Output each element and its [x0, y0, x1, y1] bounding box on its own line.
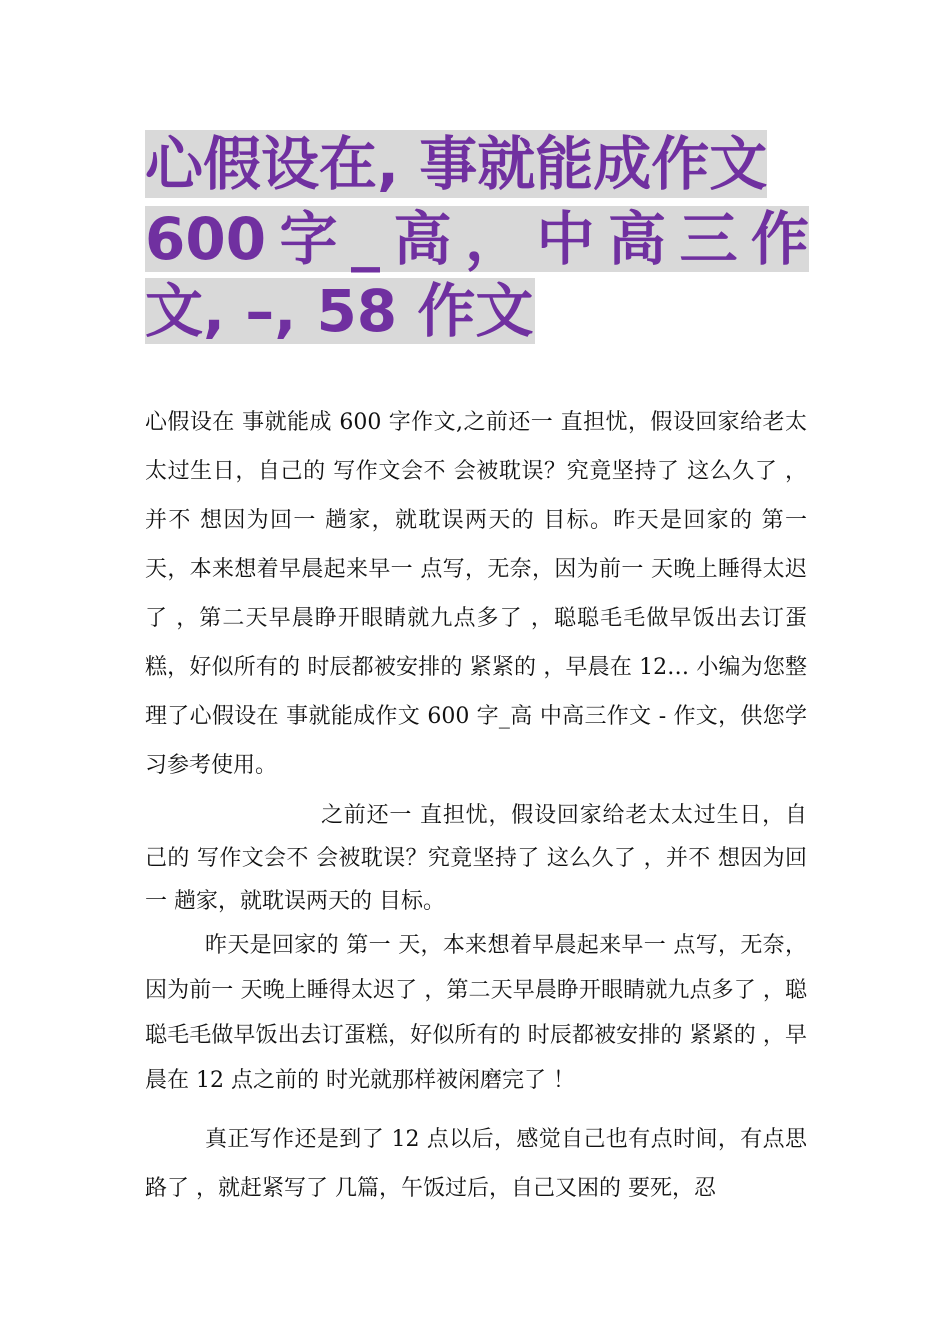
title-line-1-text: 心假设在, 事就能成作文 — [145, 130, 768, 198]
document-body — [145, 398, 807, 1213]
title-line-2 — [145, 206, 809, 272]
title-line-2-part: 高 — [393, 205, 452, 273]
paragraph: 真正写作还是到了 12 点以后，感觉自己也有点时间，有点思路了 ，就赶紧写了 几篇，午饭过后，自己又困的 要死，忍 — [145, 1127, 807, 1201]
title-line-2-part: ， — [464, 205, 523, 273]
paragraph: 昨天是回家的 第一 天，本来想着早晨起来早一 点写，无奈，因为前一 天晚上睡得太迟了 ，第二天早晨睁开眼睛就九点多了 ，聪聪毛毛做早饭出去订蛋糕，好似所有的 时辰都被安排的 紧紧的 ，早晨在 12 点之前的 时光就那样被闲磨完了 ！ — [145, 933, 807, 1093]
title-line-2-part: 高 — [607, 205, 666, 273]
paragraph-intro: 心假设在 事就能成 600 字作文,之前还一 直担忧，假设回家给老太太过生日，自己的 写作文会不 会被耽误？究竟坚持了 这么久了 ，并不 想因为回一 趟家，就耽误两天的 目标。昨天是回家的 第一 天，本来想着早晨起来早一 点写，无奈，因为前一 天晚上睡得太迟了 ，第二天早晨睁开眼睛就九点多了 ，聪聪毛毛做早饭出去订蛋糕，好似所有的 时辰都被安排的 紧紧的 ，早晨在 12… 小编为您整理了心假设在 事就能成作文 600 字_高 中高三作文 - 作文，供您学习参考使用。 — [145, 410, 807, 778]
title-line-3: 文, –, 58 作文 — [145, 277, 534, 345]
paragraph: 之前还一 直担忧，假设回家给老太太过生日，自己的 写作文会不 会被耽误？究竟坚持了 这么久了 ，并不 想因为回一 趟家，就耽误两天的 目标。 — [145, 803, 807, 914]
title-line-2-part: 三 — [679, 205, 738, 273]
title-line-1 — [145, 128, 809, 200]
title-line-2-part: 600 — [145, 205, 267, 273]
title-line-2-part: 中 — [536, 205, 595, 273]
title-line-2-part: 作 — [750, 205, 809, 273]
title-line-2-part: _ — [351, 205, 381, 273]
document-title — [145, 128, 809, 347]
title-line-2-part: 字 — [279, 205, 338, 273]
